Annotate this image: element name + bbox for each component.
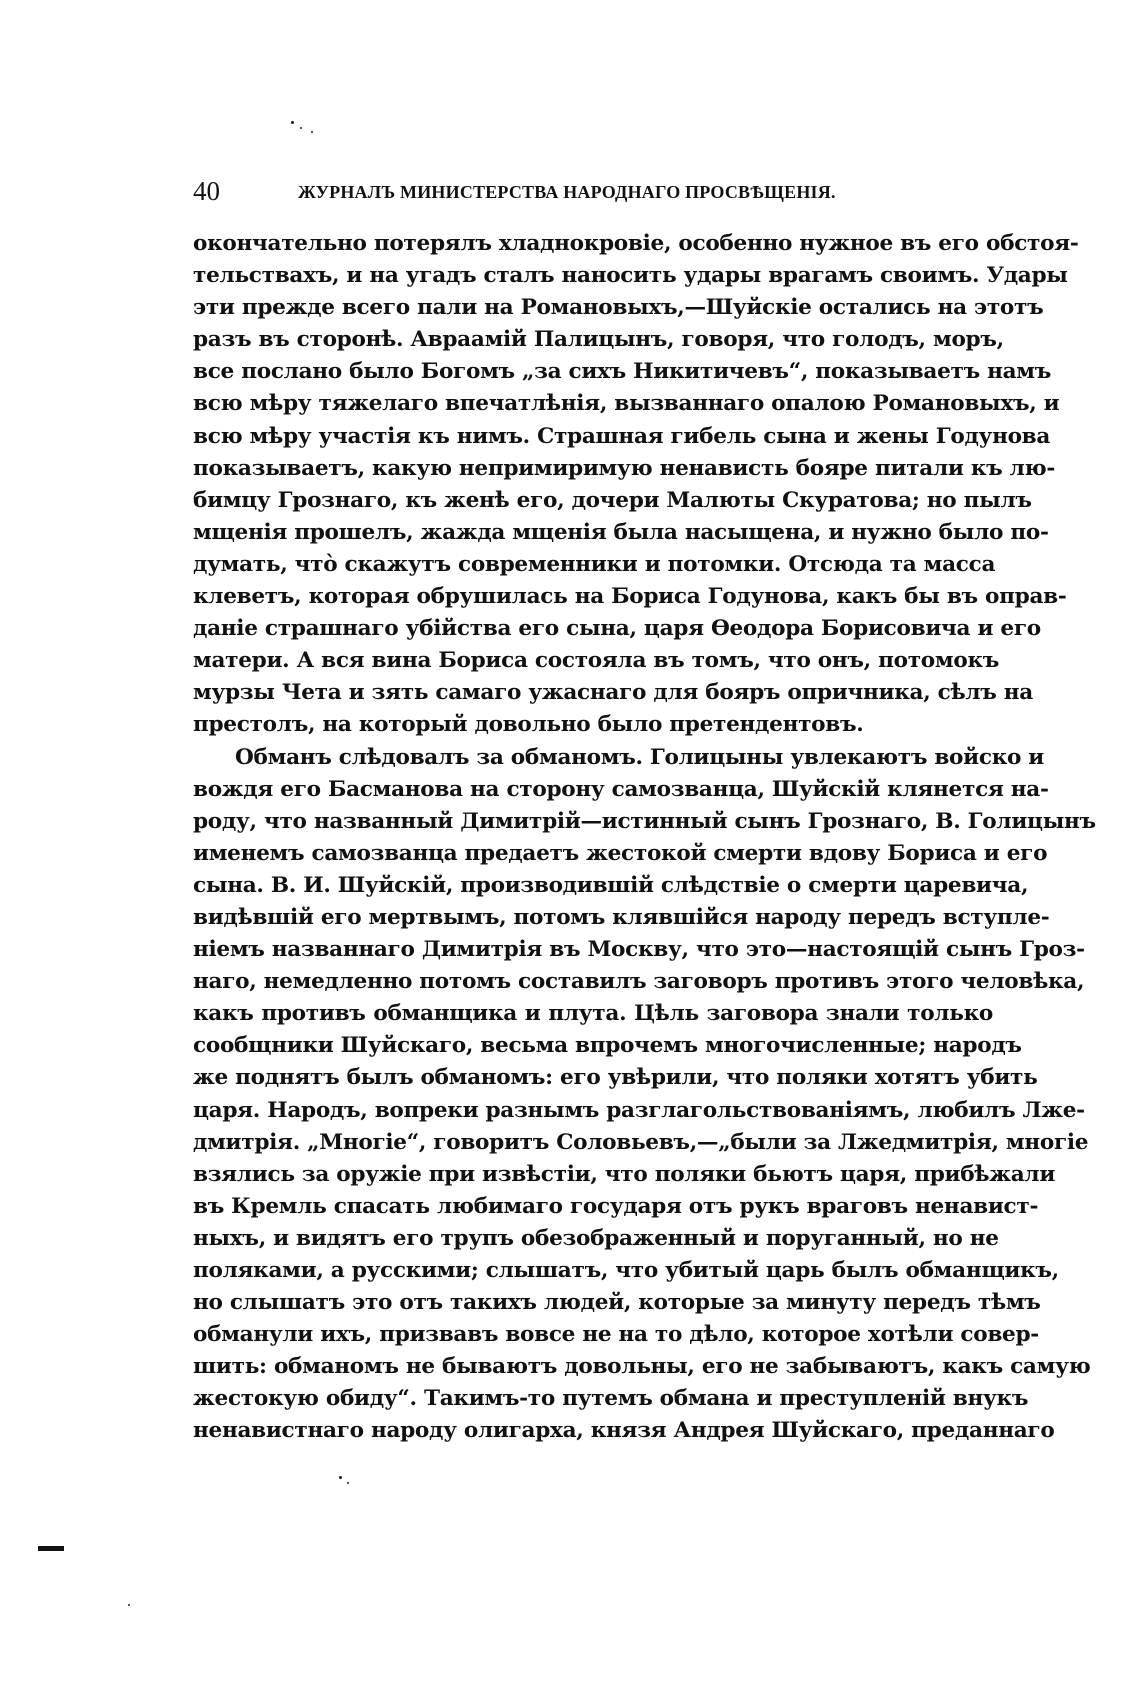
text-line: мщенія прошелъ, жажда мщенія была насыщена, и нужно было по- — [193, 519, 1049, 545]
text-line: видѣвшій его мертвымъ, потомъ клявшійся народу передъ вступле- — [193, 904, 1050, 930]
scan-speck — [300, 127, 302, 129]
text-line: царя. Народъ, вопреки разнымъ разглагольствованіямъ, любилъ Лже- — [193, 1097, 1085, 1123]
text-line: именемъ самозванца предаетъ жестокой смерти вдову Бориса и его — [193, 840, 1048, 866]
text-line: эти прежде всего пали на Романовыхъ,—Шуйскіе остались на этотъ — [193, 295, 1044, 321]
text-line: бимцу Грознаго, къ женѣ его, дочери Малюты Скуратова; но пылъ — [193, 487, 1032, 513]
page-header — [193, 176, 933, 216]
text-line: ніемъ названнаго Димитрія въ Москву, что это—настоящій сынъ Гроз- — [193, 937, 1085, 963]
text-line: мурзы Чета и зять самаго ужаснаго для бояръ опричника, сѣлъ на — [193, 680, 1033, 706]
text-line: но слышатъ это отъ такихъ людей, которые за минуту передъ тѣмъ — [193, 1290, 1041, 1316]
text-line: тельствахъ, и на угадъ сталъ наносить удары врагамъ своимъ. Удары — [193, 263, 1068, 289]
text-line: сообщники Шуйскаго, весьма впрочемъ многочисленные; народъ — [193, 1033, 1022, 1059]
text-line: сына. В. И. Шуйскій, производившій слѣдствіе о смерти царевича, — [193, 872, 1029, 898]
text-line: какъ противъ обманщика и плута. Цѣль заговора знали только — [193, 1001, 993, 1027]
text-line: всю мѣру участія къ нимъ. Страшная гибель сына и жены Годунова — [193, 423, 1051, 449]
paragraph-1 — [193, 228, 1079, 742]
scan-speck — [347, 1482, 349, 1484]
text-line: все послано было Богомъ „за сихъ Никитичевъ“, показываетъ намъ — [193, 359, 1051, 385]
text-line: Обманъ слѣдовалъ за обманомъ. Голицыны увлекаютъ войско и — [235, 744, 1045, 770]
page-number: 40 — [193, 176, 220, 206]
text-line: окончательно потерялъ хладнокровіе, особенно нужное въ его обстоя- — [193, 231, 1079, 256]
text-line: наго, немедленно потомъ составилъ заговоръ противъ этого человѣка, — [193, 969, 1085, 995]
text-line: всю мѣру тяжелаго впечатлѣнія, вызваннаго опалою Романовыхъ, и — [193, 391, 1060, 417]
text-line: въ Кремль спасать любимаго государя отъ рукъ враговъ ненавист- — [193, 1193, 1039, 1219]
running-head: ЖУРНАЛЪ МИНИСТЕРСТВА НАРОДНАГО ПРОСВѢЩЕНІЯ. — [298, 182, 836, 202]
text-line: обманули ихъ, призвавъ вовсе не на то дѣло, которое хотѣли совер- — [193, 1322, 1039, 1348]
text-line: жестокую обиду“. Такимъ-то путемъ обмана и преступленій внукъ — [193, 1386, 1029, 1412]
body-text — [193, 228, 1096, 1448]
text-line: дмитрія. „Многіе“, говоритъ Соловьевъ,—„были за Лжедмитрія, многіе — [193, 1129, 1089, 1155]
text-line: думать, что̀ скажутъ современники и потомки. Отсюда та масса — [193, 551, 996, 577]
text-line: роду, что названный Димитрій—истинный сынъ Грознаго, В. Голицынъ — [193, 808, 1096, 834]
scan-speck — [311, 131, 313, 133]
text-line: разъ въ сторонѣ. Авраамій Палицынъ, говоря, что голодъ, моръ, — [193, 327, 1004, 353]
text-line: матери. А вся вина Бориса состояла въ томъ, что онъ, потомокъ — [193, 648, 1000, 674]
text-line: шить: обманомъ не бываютъ довольны, его не забываютъ, какъ самую — [193, 1354, 1091, 1380]
text-line: поляками, а русскими; слышатъ, что убитый царь былъ обманщикъ, — [193, 1258, 1059, 1283]
text-line: ныхъ, и видятъ его трупъ обезображенный и поруганный, но не — [193, 1225, 999, 1251]
paragraph-2 — [193, 742, 1096, 1448]
scan-speck — [128, 1604, 130, 1606]
text-line: клеветъ, которая обрушилась на Бориса Годунова, какъ бы въ оправ- — [193, 584, 1067, 610]
text-line: ненавистнаго народу олигарха, князя Андрея Шуйскаго, преданнаго — [193, 1418, 1055, 1444]
text-line: же поднятъ былъ обманомъ: его увѣрили, что поляки хотятъ убить — [193, 1065, 1038, 1091]
text-line: показываетъ, какую непримиримую ненависть бояре питали къ лю- — [193, 455, 1056, 481]
margin-dash-mark — [38, 1546, 64, 1551]
scan-speck — [339, 1476, 342, 1479]
text-line: даніе страшнаго убійства его сына, царя Ѳеодора Борисовича и его — [193, 616, 1041, 642]
text-line: вождя его Басманова на сторону самозванца, Шуйскій клянется на- — [193, 776, 1049, 802]
text-line: взялись за оружіе при извѣстіи, что поляки бьютъ царя, прибѣжали — [193, 1161, 1056, 1187]
scan-speck — [291, 121, 294, 124]
text-line: престолъ, на который довольно было претендентовъ. — [193, 712, 864, 738]
